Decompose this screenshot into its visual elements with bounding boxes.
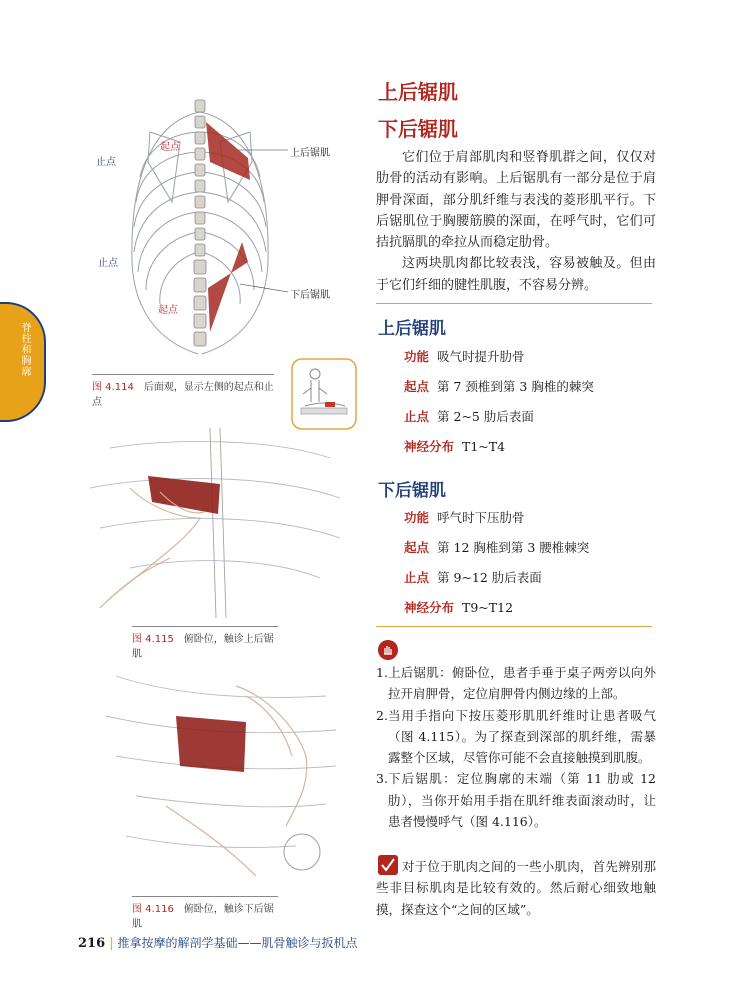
- figure-4-116-illustration: [96, 656, 356, 890]
- attribute-label: 起点: [404, 540, 430, 555]
- attribute-value: 第 7 颈椎到第 3 胸椎的棘突: [437, 379, 594, 394]
- attribute-value: 第 2~5 肋后表面: [437, 409, 534, 424]
- attribute-label: 神经分布: [404, 439, 455, 454]
- attribute-row: [404, 407, 534, 425]
- attribute-value: 吸气时提升肋骨: [437, 349, 525, 364]
- figure-4-115-illustration: [70, 418, 350, 623]
- step-number: 2.: [376, 707, 388, 723]
- attribute-row: [404, 437, 505, 455]
- list-item: [376, 705, 656, 769]
- attribute-label: 功能: [404, 510, 430, 525]
- page-title-serratus-superior: 上后锯肌: [378, 80, 458, 104]
- figure-number: 图 4.114: [92, 382, 134, 393]
- attribute-label: 神经分布: [404, 600, 455, 615]
- list-item: [376, 768, 656, 832]
- step-number: 3.: [376, 771, 388, 787]
- figure-caption-text: 俯卧位，触诊下后锯肌: [132, 904, 274, 930]
- section-divider: [376, 303, 652, 304]
- intro-paragraph-2: 这两块肌肉都比较表浅，容易被触及。但由于它们纤细的腱性肌腹，不容易分辨。: [376, 256, 656, 293]
- palpation-steps: [376, 662, 656, 832]
- footer-separator: |: [109, 936, 114, 951]
- attribute-row: [404, 377, 594, 395]
- tip-text: 对于位于肌肉之间的一些小肌肉，首先辨别那些非目标肌肉是比较有效的。然后耐心细致地触摸，探查这个“之间的区域”。: [376, 859, 656, 917]
- attribute-value: 第 12 胸椎到第 3 腰椎棘突: [437, 540, 590, 555]
- hand-icon: [378, 640, 398, 660]
- step-text: 上后锯肌：俯卧位，患者手垂于桌子两旁以向外拉开肩胛骨，定位肩胛骨内侧边缘的上部。: [388, 665, 656, 702]
- attribute-label: 止点: [404, 570, 430, 585]
- attribute-row: [404, 347, 525, 365]
- section-divider: [376, 626, 652, 627]
- label-serratus-superior: 上后锯肌: [290, 148, 330, 159]
- figure-4-114-caption: [92, 374, 274, 408]
- attribute-label: 功能: [404, 349, 430, 364]
- book-title: 推拿按摩的解剖学基础——肌骨触诊与扳机点: [117, 936, 358, 950]
- muscle-heading: 下后锯肌: [378, 481, 446, 501]
- attribute-row: [404, 508, 525, 526]
- label-insertion-mid: 止点: [98, 258, 118, 269]
- label-origin-top: 起点: [160, 142, 180, 153]
- label-insertion-top: 止点: [96, 157, 116, 168]
- intro-text: [376, 147, 656, 296]
- attribute-value: 第 9~12 肋后表面: [437, 570, 542, 585]
- attribute-value: 呼气时下压肋骨: [437, 510, 525, 525]
- page-footer: [78, 934, 358, 951]
- attribute-value: T1~T4: [462, 439, 506, 454]
- intro-paragraph-1: 它们位于肩部肌肉和竖脊肌群之间，仅仅对肋骨的活动有影响。上后锯肌有一部分是位于肩胛骨深面，部分肌纤维与表浅的菱形肌平行。下后锯肌位于胸腰筋膜的深面，在呼气时，它们可拮抗膈肌的牵拉从而稳定肋骨。: [376, 150, 656, 251]
- attribute-label: 止点: [404, 409, 430, 424]
- figure-4-115-caption: [132, 626, 278, 660]
- label-serratus-inferior: 下后锯肌: [290, 290, 330, 301]
- label-origin-bottom: 起点: [158, 305, 178, 316]
- attribute-row: [404, 538, 589, 556]
- attribute-value: T9~T12: [462, 600, 514, 615]
- figure-number: 图 4.115: [132, 634, 174, 645]
- step-text: 下后锯肌：定位胸廓的末端（第 11 肋或 12 肋），当你开始用手指在肌纤维表面滚动时，让患者慢慢呼气（图 4.116）。: [388, 771, 656, 830]
- attribute-row: [404, 598, 513, 616]
- figure-4-116-caption: [132, 896, 278, 930]
- figure-4-114-skeleton: [110, 92, 290, 360]
- attribute-row: [404, 568, 542, 586]
- step-text: 当用手指向下按压菱形肌肌纤维时让患者吸气（图 4.115）。为了探查到深部的肌纤维，需暴露整个区域，尽管你可能不会直接触摸到肌腹。: [388, 707, 656, 766]
- attribute-label: 起点: [404, 379, 430, 394]
- figure-caption-text: 俯卧位，触诊上后锯肌: [132, 634, 274, 660]
- page-number: 216: [78, 936, 106, 951]
- list-item: [376, 662, 656, 705]
- step-number: 1.: [376, 665, 388, 680]
- figure-caption-text: 后面观，显示左侧的起点和止点: [92, 382, 274, 408]
- chapter-tab-label: 脊柱和胸廓: [19, 322, 30, 377]
- page-title-serratus-inferior: 下后锯肌: [378, 117, 458, 141]
- muscle-heading: 上后锯肌: [378, 319, 446, 339]
- figure-number: 图 4.116: [132, 904, 174, 915]
